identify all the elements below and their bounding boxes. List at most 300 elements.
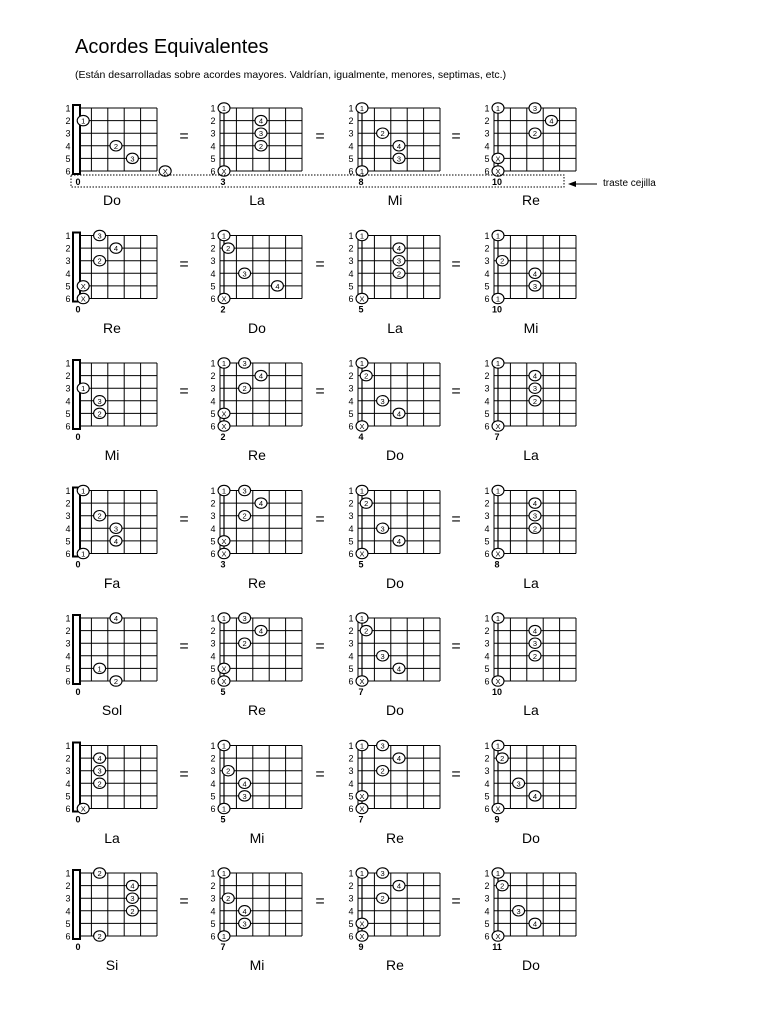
finger-dot	[94, 766, 106, 776]
string-number: 5	[65, 918, 71, 929]
chord-name: La	[249, 192, 265, 208]
string-number: 3	[65, 128, 71, 139]
finger-dot	[529, 383, 541, 393]
svg-text:X: X	[221, 664, 227, 674]
finger-dot	[393, 408, 405, 418]
nut-bar	[73, 488, 80, 557]
finger-dot	[513, 906, 525, 916]
muted-marker	[492, 803, 504, 813]
finger-dot	[496, 753, 508, 763]
string-number: 3	[348, 638, 354, 649]
finger-dot	[356, 103, 368, 113]
chord-diagram	[210, 613, 302, 697]
svg-text:X: X	[221, 677, 227, 686]
finger-dot	[377, 651, 389, 661]
string-number: 1	[65, 231, 71, 241]
string-number: 2	[484, 243, 490, 254]
svg-text:4: 4	[396, 664, 402, 674]
string-number: 4	[210, 523, 216, 534]
string-number: 2	[484, 498, 490, 509]
nut-bar	[73, 360, 80, 429]
string-number: 1	[65, 486, 71, 496]
finger-dot	[377, 523, 389, 533]
chord-name: La	[104, 829, 120, 846]
svg-text:X: X	[221, 422, 227, 431]
svg-text:3: 3	[396, 154, 402, 164]
svg-text:2: 2	[364, 499, 369, 509]
finger-dot	[94, 396, 106, 406]
string-number: 1	[210, 868, 216, 879]
finger-dot	[94, 256, 106, 266]
svg-text:1: 1	[359, 614, 365, 623]
string-number: 3	[348, 256, 354, 267]
string-number: 4	[484, 268, 490, 279]
string-number: 6	[65, 549, 71, 559]
fret-number: 3	[220, 177, 226, 187]
svg-text:1: 1	[221, 104, 227, 113]
string-number: 2	[65, 116, 71, 127]
string-number: 3	[65, 256, 71, 267]
svg-text:3: 3	[242, 359, 247, 368]
svg-text:2: 2	[500, 754, 505, 764]
finger-dot	[255, 370, 267, 380]
string-number: 2	[65, 881, 71, 892]
svg-text:X: X	[495, 549, 501, 559]
fret-number: 2	[220, 432, 226, 442]
chord-name: Re	[248, 447, 266, 463]
string-number: 3	[65, 766, 71, 777]
string-number: 5	[484, 663, 490, 674]
string-number: 2	[348, 371, 354, 382]
finger-dot	[529, 268, 541, 278]
svg-text:3: 3	[516, 779, 521, 789]
string-number: 3	[484, 638, 490, 649]
chord-name: Do	[103, 192, 121, 208]
finger-dot	[222, 766, 234, 776]
string-number: 4	[210, 396, 216, 407]
chord-name: Re	[522, 192, 540, 208]
equals-sign: =	[179, 893, 189, 910]
string-number: 1	[348, 103, 354, 114]
string-number: 4	[484, 141, 490, 152]
svg-text:2: 2	[532, 129, 538, 139]
svg-text:3: 3	[113, 524, 119, 534]
muted-marker	[492, 931, 504, 941]
svg-text:X: X	[80, 294, 86, 304]
equals-sign: =	[315, 765, 325, 783]
string-number: 6	[348, 804, 354, 814]
string-number: 3	[210, 128, 216, 139]
string-number: 1	[210, 231, 216, 241]
chord-diagram	[65, 741, 157, 825]
svg-text:2: 2	[532, 524, 538, 534]
finger-dot	[377, 893, 389, 903]
svg-text:4: 4	[532, 626, 538, 636]
svg-text:3: 3	[380, 396, 385, 406]
svg-text:4: 4	[549, 116, 554, 126]
string-number: 1	[348, 358, 354, 369]
chord-diagram	[210, 485, 302, 569]
chord-name: La	[387, 319, 403, 336]
svg-text:1: 1	[81, 116, 86, 126]
muted-marker	[218, 663, 230, 673]
string-number: 3	[65, 893, 71, 904]
string-number: 2	[210, 753, 216, 764]
svg-text:3: 3	[532, 281, 538, 291]
svg-text:1: 1	[495, 614, 501, 623]
svg-text:4: 4	[396, 409, 402, 419]
fret-number: 7	[494, 432, 500, 442]
string-number: 1	[484, 103, 490, 114]
finger-dot	[529, 638, 541, 648]
string-number: 4	[348, 268, 354, 279]
finger-dot	[492, 740, 504, 750]
svg-text:3: 3	[380, 651, 385, 661]
svg-text:4: 4	[113, 614, 119, 623]
finger-dot	[492, 868, 504, 878]
string-number: 6	[348, 294, 354, 304]
svg-text:2: 2	[97, 409, 102, 419]
svg-text:X: X	[221, 167, 227, 176]
fret-number: 0	[75, 559, 81, 570]
muted-marker	[356, 293, 368, 303]
finger-dot	[239, 485, 251, 495]
svg-text:2: 2	[226, 894, 231, 904]
finger-dot	[529, 625, 541, 635]
chord-diagram	[65, 485, 157, 569]
svg-text:3: 3	[97, 396, 102, 406]
svg-text:2: 2	[380, 894, 385, 904]
svg-text:3: 3	[380, 741, 385, 751]
string-number: 4	[348, 651, 354, 662]
string-number: 3	[484, 893, 490, 904]
chord-name: La	[523, 574, 539, 591]
svg-text:4: 4	[396, 141, 402, 151]
svg-text:X: X	[359, 294, 365, 304]
page-title: Acordes Equivalentes	[75, 36, 269, 58]
finger-dot	[529, 523, 541, 533]
finger-dot	[513, 778, 525, 788]
string-number: 1	[348, 231, 354, 241]
string-number: 2	[65, 498, 71, 509]
string-number: 2	[348, 753, 354, 764]
string-number: 6	[210, 294, 216, 304]
muted-marker	[218, 548, 230, 558]
string-number: 5	[210, 281, 216, 292]
equals-sign: =	[179, 383, 189, 400]
string-number: 4	[65, 523, 71, 534]
equals-sign: =	[179, 128, 189, 145]
chord-name: Mi	[523, 319, 539, 336]
svg-text:4: 4	[275, 281, 280, 291]
finger-dot	[239, 906, 251, 916]
string-number: 4	[484, 396, 490, 407]
string-number: 4	[348, 523, 354, 534]
finger-dot	[393, 663, 405, 673]
string-number: 5	[65, 663, 71, 674]
svg-text:2: 2	[113, 677, 119, 686]
svg-text:4: 4	[113, 244, 119, 254]
svg-text:4: 4	[532, 269, 538, 279]
string-number: 3	[210, 893, 216, 904]
svg-text:1: 1	[495, 294, 501, 304]
svg-text:X: X	[162, 167, 168, 176]
string-number: 1	[348, 486, 354, 496]
equals-sign: =	[451, 383, 461, 400]
svg-text:4: 4	[532, 371, 538, 381]
svg-text:4: 4	[97, 754, 102, 764]
string-number: 2	[348, 626, 354, 637]
nut-bar	[73, 870, 80, 939]
string-number: 2	[348, 243, 354, 254]
finger-dot	[393, 880, 405, 890]
string-number: 5	[484, 918, 490, 929]
nut-bar	[73, 615, 80, 684]
finger-dot	[94, 868, 106, 878]
fret-number: 8	[494, 559, 500, 570]
svg-text:3: 3	[380, 869, 385, 878]
string-number: 6	[65, 294, 71, 304]
string-number: 3	[210, 256, 216, 267]
string-number: 1	[210, 358, 216, 369]
chord-name: La	[523, 447, 539, 463]
fret-number: 7	[220, 942, 226, 952]
string-number: 6	[484, 804, 490, 814]
finger-dot	[126, 153, 138, 163]
svg-text:1: 1	[495, 359, 501, 368]
svg-text:1: 1	[221, 231, 227, 241]
equals-sign: =	[179, 638, 189, 655]
svg-text:X: X	[495, 804, 501, 814]
svg-text:4: 4	[532, 499, 538, 509]
svg-text:X: X	[221, 409, 227, 419]
muted-marker	[77, 281, 89, 291]
finger-dot	[393, 153, 405, 163]
svg-text:1: 1	[81, 549, 86, 559]
chord-diagram	[210, 740, 302, 824]
chord-name: Do	[522, 957, 540, 973]
string-number: 2	[484, 371, 490, 382]
finger-dot	[393, 256, 405, 266]
fret-number: 5	[358, 559, 364, 570]
muted-marker	[356, 548, 368, 558]
muted-marker	[492, 548, 504, 558]
string-number: 5	[348, 281, 354, 292]
string-number: 4	[65, 268, 71, 279]
string-number: 5	[65, 281, 71, 292]
finger-dot	[222, 893, 234, 903]
svg-text:1: 1	[221, 932, 227, 941]
svg-text:4: 4	[532, 919, 538, 929]
svg-text:1: 1	[221, 804, 227, 814]
finger-dot	[255, 128, 267, 138]
string-number: 1	[348, 741, 354, 751]
string-number: 4	[210, 778, 216, 789]
svg-text:3: 3	[380, 524, 385, 534]
finger-dot	[356, 740, 368, 750]
svg-text:3: 3	[532, 511, 538, 521]
string-number: 5	[210, 663, 216, 674]
finger-dot	[393, 268, 405, 278]
string-number: 1	[210, 613, 216, 624]
svg-text:2: 2	[130, 906, 135, 916]
cejilla-label: traste cejilla	[603, 178, 656, 189]
nut-bar	[73, 743, 80, 812]
equals-sign: =	[451, 128, 461, 145]
string-number: 1	[65, 103, 71, 114]
string-number: 1	[484, 486, 490, 496]
finger-dot	[218, 613, 230, 623]
string-number: 1	[484, 741, 490, 751]
chord-diagram	[484, 485, 576, 569]
finger-dot	[218, 230, 230, 240]
equals-sign: =	[315, 255, 325, 273]
finger-dot	[222, 243, 234, 253]
finger-dot	[360, 625, 372, 635]
string-number: 3	[348, 511, 354, 522]
svg-text:3: 3	[532, 639, 538, 649]
string-number: 4	[210, 141, 216, 152]
finger-dot	[94, 511, 106, 521]
svg-text:1: 1	[221, 614, 227, 623]
finger-dot	[255, 115, 267, 125]
string-number: 6	[65, 421, 71, 432]
string-number: 2	[484, 626, 490, 637]
chord-name: Fa	[103, 574, 121, 591]
string-number: 3	[348, 383, 354, 394]
chord-diagram	[65, 359, 157, 443]
finger-dot	[110, 613, 122, 623]
finger-dot	[356, 230, 368, 240]
muted-marker	[77, 293, 89, 303]
fret-number: 7	[358, 687, 364, 697]
finger-dot	[218, 931, 230, 941]
chord-name: Do	[248, 319, 266, 336]
finger-dot	[239, 613, 251, 623]
finger-dot	[239, 358, 251, 368]
string-number: 6	[484, 421, 490, 432]
string-number: 3	[348, 128, 354, 139]
svg-text:2: 2	[242, 639, 247, 649]
string-number: 4	[348, 778, 354, 789]
finger-dot	[393, 141, 405, 151]
svg-text:1: 1	[495, 231, 501, 241]
svg-text:2: 2	[396, 269, 402, 279]
string-number: 6	[484, 549, 490, 559]
string-number: 1	[348, 613, 354, 624]
fret-number: 10	[491, 687, 503, 697]
fret-number: 11	[492, 942, 502, 952]
chord-diagram	[65, 613, 157, 697]
svg-text:1: 1	[221, 486, 227, 496]
string-number: 1	[484, 868, 490, 879]
svg-text:2: 2	[97, 932, 102, 941]
string-number: 5	[65, 408, 71, 419]
svg-text:X: X	[359, 677, 365, 686]
string-number: 4	[65, 141, 71, 152]
string-number: 3	[484, 383, 490, 394]
equals-sign: =	[451, 765, 461, 783]
chord-diagram	[484, 358, 576, 442]
string-number: 4	[484, 523, 490, 534]
muted-marker	[218, 408, 230, 418]
string-number: 1	[65, 613, 71, 624]
chord-diagram	[210, 868, 302, 952]
muted-marker	[356, 918, 368, 928]
finger-dot	[94, 931, 106, 941]
muted-marker	[218, 421, 230, 431]
fret-number: 10	[491, 177, 503, 187]
finger-dot	[77, 383, 89, 393]
finger-dot	[377, 128, 389, 138]
string-number: 2	[210, 498, 216, 509]
string-number: 5	[210, 408, 216, 419]
equals-sign: =	[315, 893, 325, 910]
equals-sign: =	[451, 510, 461, 528]
finger-dot	[529, 918, 541, 928]
string-number: 4	[65, 778, 71, 789]
svg-text:4: 4	[396, 244, 402, 254]
svg-text:X: X	[495, 932, 501, 941]
muted-marker	[356, 791, 368, 801]
muted-marker	[77, 803, 89, 813]
fret-number: 0	[75, 432, 81, 442]
string-number: 1	[210, 741, 216, 751]
finger-dot	[393, 536, 405, 546]
svg-text:2: 2	[364, 626, 369, 636]
fret-number: 0	[75, 942, 81, 952]
string-number: 1	[210, 486, 216, 496]
string-number: 6	[65, 931, 71, 942]
fret-number: 0	[75, 177, 81, 187]
fret-number: 0	[75, 304, 81, 315]
string-number: 1	[65, 741, 71, 751]
svg-text:2: 2	[532, 396, 538, 406]
string-number: 5	[348, 536, 354, 547]
chord-name: Re	[248, 702, 266, 718]
finger-dot	[218, 485, 230, 495]
fret-number: 5	[220, 687, 226, 697]
fret-number: 5	[358, 304, 364, 315]
svg-text:1: 1	[81, 384, 86, 394]
string-number: 4	[484, 906, 490, 917]
string-number: 5	[210, 536, 216, 547]
svg-text:X: X	[359, 791, 365, 801]
svg-text:4: 4	[532, 791, 538, 801]
string-number: 3	[65, 638, 71, 649]
equals-sign: =	[315, 383, 325, 400]
svg-text:2: 2	[97, 511, 102, 521]
svg-text:X: X	[359, 932, 365, 941]
finger-dot	[377, 396, 389, 406]
svg-text:1: 1	[359, 359, 365, 368]
finger-dot	[492, 103, 504, 113]
chord-diagram	[484, 230, 576, 314]
string-number: 6	[484, 676, 490, 687]
chord-name: Do	[522, 829, 540, 846]
string-number: 4	[210, 268, 216, 279]
string-number: 5	[210, 153, 216, 164]
string-number: 6	[65, 804, 71, 814]
svg-text:2: 2	[258, 141, 264, 151]
svg-text:2: 2	[242, 384, 247, 394]
string-number: 6	[348, 549, 354, 559]
svg-text:X: X	[495, 154, 501, 164]
cejilla-arrow-head	[568, 181, 576, 187]
chord-name: Mi	[249, 829, 265, 846]
svg-text:1: 1	[495, 104, 501, 113]
string-number: 2	[65, 753, 71, 764]
